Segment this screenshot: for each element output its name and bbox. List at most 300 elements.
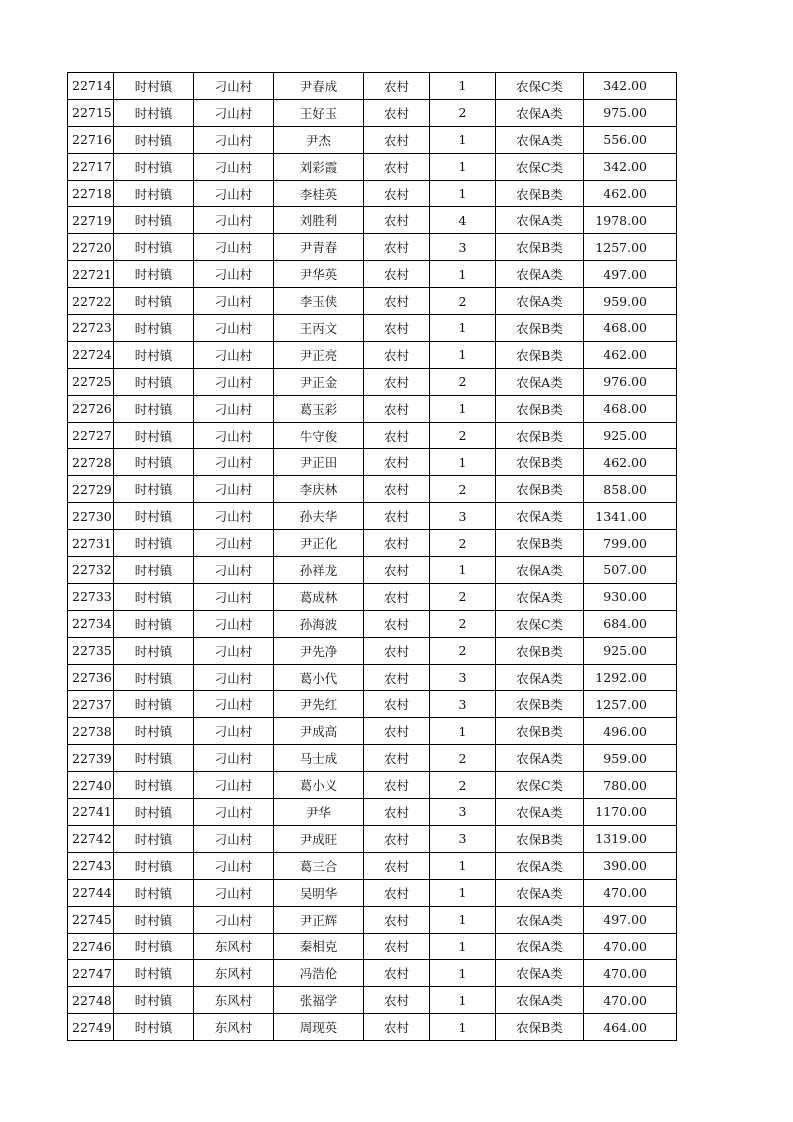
household-size-cell: 1	[430, 1014, 496, 1041]
amount-cell: 462.00	[584, 180, 677, 207]
name-cell: 刘彩霞	[274, 153, 364, 180]
amount-cell: 684.00	[584, 610, 677, 637]
table-row	[68, 906, 677, 933]
household-size-cell: 2	[430, 637, 496, 664]
household-type-cell: 农村	[364, 99, 430, 126]
table-row	[68, 852, 677, 879]
household-type-cell: 农村	[364, 745, 430, 772]
name-cell: 尹春成	[274, 73, 364, 100]
name-cell: 王好玉	[274, 99, 364, 126]
name-cell: 张福学	[274, 987, 364, 1014]
household-size-cell: 4	[430, 207, 496, 234]
town-cell: 时村镇	[114, 583, 194, 610]
name-cell: 秦相克	[274, 933, 364, 960]
table-row	[68, 315, 677, 342]
town-cell: 时村镇	[114, 73, 194, 100]
village-cell: 刁山村	[194, 153, 274, 180]
name-cell: 周现英	[274, 1014, 364, 1041]
table-row	[68, 422, 677, 449]
table-row	[68, 879, 677, 906]
table-row	[68, 288, 677, 315]
amount-cell: 470.00	[584, 987, 677, 1014]
town-cell: 时村镇	[114, 530, 194, 557]
record-id-cell: 22748	[68, 987, 114, 1014]
household-type-cell: 农村	[364, 180, 430, 207]
household-type-cell: 农村	[364, 126, 430, 153]
name-cell: 李玉侠	[274, 288, 364, 315]
name-cell: 王丙文	[274, 315, 364, 342]
household-type-cell: 农村	[364, 825, 430, 852]
household-size-cell: 3	[430, 691, 496, 718]
insurance-category-cell: 农保A类	[496, 583, 584, 610]
town-cell: 时村镇	[114, 664, 194, 691]
table-row	[68, 933, 677, 960]
household-size-cell: 1	[430, 180, 496, 207]
amount-cell: 925.00	[584, 637, 677, 664]
insurance-category-cell: 农保B类	[496, 395, 584, 422]
town-cell: 时村镇	[114, 180, 194, 207]
town-cell: 时村镇	[114, 825, 194, 852]
insurance-category-cell: 农保A类	[496, 288, 584, 315]
insurance-category-cell: 农保C类	[496, 73, 584, 100]
amount-cell: 470.00	[584, 879, 677, 906]
amount-cell: 496.00	[584, 718, 677, 745]
insurance-category-cell: 农保C类	[496, 153, 584, 180]
amount-cell: 1257.00	[584, 691, 677, 718]
town-cell: 时村镇	[114, 906, 194, 933]
household-type-cell: 农村	[364, 583, 430, 610]
insurance-category-cell: 农保B类	[496, 449, 584, 476]
village-cell: 刁山村	[194, 610, 274, 637]
insurance-category-cell: 农保A类	[496, 503, 584, 530]
name-cell: 尹成旺	[274, 825, 364, 852]
record-id-cell: 22731	[68, 530, 114, 557]
name-cell: 孙祥龙	[274, 557, 364, 584]
amount-cell: 1170.00	[584, 799, 677, 826]
insurance-category-cell: 农保A类	[496, 557, 584, 584]
name-cell: 尹正亮	[274, 341, 364, 368]
insurance-category-cell: 农保A类	[496, 879, 584, 906]
record-id-cell: 22747	[68, 960, 114, 987]
town-cell: 时村镇	[114, 503, 194, 530]
town-cell: 时村镇	[114, 207, 194, 234]
table-row	[68, 1014, 677, 1041]
village-cell: 刁山村	[194, 503, 274, 530]
record-id-cell: 22727	[68, 422, 114, 449]
village-cell: 东风村	[194, 960, 274, 987]
insurance-category-cell: 农保B类	[496, 718, 584, 745]
village-cell: 刁山村	[194, 126, 274, 153]
name-cell: 葛成林	[274, 583, 364, 610]
household-size-cell: 1	[430, 718, 496, 745]
household-type-cell: 农村	[364, 772, 430, 799]
household-size-cell: 2	[430, 368, 496, 395]
table-row	[68, 691, 677, 718]
amount-cell: 930.00	[584, 583, 677, 610]
record-id-cell: 22739	[68, 745, 114, 772]
insurance-category-cell: 农保A类	[496, 933, 584, 960]
name-cell: 牛守俊	[274, 422, 364, 449]
household-size-cell: 1	[430, 73, 496, 100]
amount-cell: 1341.00	[584, 503, 677, 530]
town-cell: 时村镇	[114, 126, 194, 153]
name-cell: 尹先净	[274, 637, 364, 664]
town-cell: 时村镇	[114, 395, 194, 422]
household-type-cell: 农村	[364, 664, 430, 691]
table-row	[68, 503, 677, 530]
name-cell: 李庆林	[274, 476, 364, 503]
insurance-category-cell: 农保A类	[496, 960, 584, 987]
village-cell: 东风村	[194, 1014, 274, 1041]
household-size-cell: 2	[430, 422, 496, 449]
town-cell: 时村镇	[114, 261, 194, 288]
household-size-cell: 2	[430, 99, 496, 126]
table-row	[68, 583, 677, 610]
village-cell: 刁山村	[194, 664, 274, 691]
records-table	[67, 72, 677, 1041]
village-cell: 刁山村	[194, 879, 274, 906]
table-row	[68, 960, 677, 987]
record-id-cell: 22741	[68, 799, 114, 826]
village-cell: 刁山村	[194, 557, 274, 584]
household-type-cell: 农村	[364, 503, 430, 530]
record-id-cell: 22721	[68, 261, 114, 288]
record-id-cell: 22745	[68, 906, 114, 933]
table-row	[68, 610, 677, 637]
name-cell: 尹正辉	[274, 906, 364, 933]
village-cell: 刁山村	[194, 99, 274, 126]
village-cell: 刁山村	[194, 73, 274, 100]
household-type-cell: 农村	[364, 691, 430, 718]
household-type-cell: 农村	[364, 530, 430, 557]
record-id-cell: 22723	[68, 315, 114, 342]
table-body	[68, 73, 677, 1041]
amount-cell: 342.00	[584, 153, 677, 180]
table-row	[68, 745, 677, 772]
household-size-cell: 2	[430, 530, 496, 557]
household-type-cell: 农村	[364, 557, 430, 584]
town-cell: 时村镇	[114, 557, 194, 584]
village-cell: 刁山村	[194, 261, 274, 288]
town-cell: 时村镇	[114, 288, 194, 315]
record-id-cell: 22744	[68, 879, 114, 906]
amount-cell: 1978.00	[584, 207, 677, 234]
insurance-category-cell: 农保B类	[496, 825, 584, 852]
name-cell: 尹正化	[274, 530, 364, 557]
household-type-cell: 农村	[364, 852, 430, 879]
amount-cell: 976.00	[584, 368, 677, 395]
record-id-cell: 22725	[68, 368, 114, 395]
village-cell: 刁山村	[194, 395, 274, 422]
town-cell: 时村镇	[114, 745, 194, 772]
amount-cell: 470.00	[584, 933, 677, 960]
household-size-cell: 1	[430, 557, 496, 584]
amount-cell: 925.00	[584, 422, 677, 449]
insurance-category-cell: 农保A类	[496, 207, 584, 234]
amount-cell: 497.00	[584, 906, 677, 933]
table-row	[68, 637, 677, 664]
household-type-cell: 农村	[364, 288, 430, 315]
table-row	[68, 395, 677, 422]
household-size-cell: 1	[430, 449, 496, 476]
household-type-cell: 农村	[364, 987, 430, 1014]
amount-cell: 462.00	[584, 341, 677, 368]
town-cell: 时村镇	[114, 933, 194, 960]
household-size-cell: 1	[430, 852, 496, 879]
table-row	[68, 73, 677, 100]
name-cell: 尹华	[274, 799, 364, 826]
record-id-cell: 22740	[68, 772, 114, 799]
town-cell: 时村镇	[114, 610, 194, 637]
village-cell: 刁山村	[194, 772, 274, 799]
table-row	[68, 153, 677, 180]
town-cell: 时村镇	[114, 234, 194, 261]
table-row	[68, 772, 677, 799]
household-type-cell: 农村	[364, 234, 430, 261]
town-cell: 时村镇	[114, 772, 194, 799]
town-cell: 时村镇	[114, 449, 194, 476]
record-id-cell: 22720	[68, 234, 114, 261]
insurance-category-cell: 农保B类	[496, 476, 584, 503]
village-cell: 刁山村	[194, 341, 274, 368]
table-row	[68, 234, 677, 261]
name-cell: 孙夫华	[274, 503, 364, 530]
household-size-cell: 1	[430, 153, 496, 180]
insurance-category-cell: 农保B类	[496, 637, 584, 664]
record-id-cell: 22734	[68, 610, 114, 637]
household-size-cell: 2	[430, 610, 496, 637]
insurance-category-cell: 农保C类	[496, 772, 584, 799]
household-size-cell: 3	[430, 825, 496, 852]
household-size-cell: 2	[430, 288, 496, 315]
household-size-cell: 3	[430, 799, 496, 826]
household-size-cell: 1	[430, 987, 496, 1014]
amount-cell: 342.00	[584, 73, 677, 100]
village-cell: 刁山村	[194, 315, 274, 342]
town-cell: 时村镇	[114, 315, 194, 342]
village-cell: 刁山村	[194, 745, 274, 772]
amount-cell: 959.00	[584, 288, 677, 315]
insurance-category-cell: 农保B类	[496, 315, 584, 342]
village-cell: 刁山村	[194, 288, 274, 315]
insurance-category-cell: 农保A类	[496, 745, 584, 772]
household-size-cell: 1	[430, 879, 496, 906]
record-id-cell: 22717	[68, 153, 114, 180]
insurance-category-cell: 农保A类	[496, 852, 584, 879]
household-size-cell: 1	[430, 341, 496, 368]
name-cell: 冯浩伦	[274, 960, 364, 987]
household-type-cell: 农村	[364, 933, 430, 960]
record-id-cell: 22724	[68, 341, 114, 368]
insurance-category-cell: 农保B类	[496, 180, 584, 207]
name-cell: 尹正金	[274, 368, 364, 395]
household-type-cell: 农村	[364, 207, 430, 234]
town-cell: 时村镇	[114, 718, 194, 745]
town-cell: 时村镇	[114, 987, 194, 1014]
amount-cell: 1257.00	[584, 234, 677, 261]
household-size-cell: 1	[430, 261, 496, 288]
household-type-cell: 农村	[364, 1014, 430, 1041]
household-size-cell: 1	[430, 933, 496, 960]
name-cell: 葛玉彩	[274, 395, 364, 422]
household-type-cell: 农村	[364, 718, 430, 745]
record-id-cell: 22716	[68, 126, 114, 153]
village-cell: 刁山村	[194, 449, 274, 476]
table-row	[68, 99, 677, 126]
record-id-cell: 22730	[68, 503, 114, 530]
town-cell: 时村镇	[114, 691, 194, 718]
table-row	[68, 557, 677, 584]
insurance-category-cell: 农保A类	[496, 99, 584, 126]
town-cell: 时村镇	[114, 368, 194, 395]
record-id-cell: 22732	[68, 557, 114, 584]
household-size-cell: 1	[430, 315, 496, 342]
insurance-category-cell: 农保B类	[496, 341, 584, 368]
household-size-cell: 1	[430, 395, 496, 422]
name-cell: 葛三合	[274, 852, 364, 879]
amount-cell: 507.00	[584, 557, 677, 584]
household-size-cell: 1	[430, 906, 496, 933]
town-cell: 时村镇	[114, 99, 194, 126]
insurance-category-cell: 农保B类	[496, 234, 584, 261]
record-id-cell: 22719	[68, 207, 114, 234]
table-row	[68, 718, 677, 745]
village-cell: 刁山村	[194, 422, 274, 449]
village-cell: 刁山村	[194, 476, 274, 503]
table-row	[68, 180, 677, 207]
record-id-cell: 22746	[68, 933, 114, 960]
town-cell: 时村镇	[114, 799, 194, 826]
household-size-cell: 1	[430, 960, 496, 987]
insurance-category-cell: 农保B类	[496, 530, 584, 557]
household-size-cell: 3	[430, 664, 496, 691]
insurance-category-cell: 农保A类	[496, 261, 584, 288]
table-row	[68, 987, 677, 1014]
household-type-cell: 农村	[364, 261, 430, 288]
name-cell: 尹先红	[274, 691, 364, 718]
record-id-cell: 22728	[68, 449, 114, 476]
insurance-category-cell: 农保B类	[496, 691, 584, 718]
amount-cell: 799.00	[584, 530, 677, 557]
record-id-cell: 22743	[68, 852, 114, 879]
table-row	[68, 799, 677, 826]
amount-cell: 464.00	[584, 1014, 677, 1041]
village-cell: 刁山村	[194, 906, 274, 933]
household-size-cell: 2	[430, 476, 496, 503]
village-cell: 东风村	[194, 987, 274, 1014]
name-cell: 尹青春	[274, 234, 364, 261]
name-cell: 马士成	[274, 745, 364, 772]
table-row	[68, 449, 677, 476]
household-type-cell: 农村	[364, 906, 430, 933]
town-cell: 时村镇	[114, 879, 194, 906]
name-cell: 葛小义	[274, 772, 364, 799]
household-type-cell: 农村	[364, 449, 430, 476]
amount-cell: 1319.00	[584, 825, 677, 852]
village-cell: 刁山村	[194, 368, 274, 395]
household-type-cell: 农村	[364, 341, 430, 368]
town-cell: 时村镇	[114, 1014, 194, 1041]
amount-cell: 858.00	[584, 476, 677, 503]
name-cell: 尹华英	[274, 261, 364, 288]
household-size-cell: 1	[430, 126, 496, 153]
table-row	[68, 530, 677, 557]
town-cell: 时村镇	[114, 422, 194, 449]
village-cell: 刁山村	[194, 799, 274, 826]
household-type-cell: 农村	[364, 368, 430, 395]
table-row	[68, 825, 677, 852]
insurance-category-cell: 农保A类	[496, 987, 584, 1014]
town-cell: 时村镇	[114, 153, 194, 180]
amount-cell: 468.00	[584, 315, 677, 342]
record-id-cell: 22718	[68, 180, 114, 207]
household-size-cell: 2	[430, 745, 496, 772]
table-row	[68, 664, 677, 691]
insurance-category-cell: 农保A类	[496, 799, 584, 826]
insurance-category-cell: 农保C类	[496, 610, 584, 637]
household-type-cell: 农村	[364, 799, 430, 826]
household-type-cell: 农村	[364, 153, 430, 180]
village-cell: 刁山村	[194, 234, 274, 261]
record-id-cell: 22715	[68, 99, 114, 126]
village-cell: 刁山村	[194, 852, 274, 879]
household-size-cell: 2	[430, 772, 496, 799]
insurance-category-cell: 农保B类	[496, 422, 584, 449]
insurance-category-cell: 农保A类	[496, 906, 584, 933]
record-id-cell: 22714	[68, 73, 114, 100]
record-id-cell: 22742	[68, 825, 114, 852]
household-type-cell: 农村	[364, 637, 430, 664]
village-cell: 刁山村	[194, 825, 274, 852]
village-cell: 刁山村	[194, 207, 274, 234]
record-id-cell: 22738	[68, 718, 114, 745]
table-row	[68, 126, 677, 153]
household-type-cell: 农村	[364, 960, 430, 987]
household-type-cell: 农村	[364, 422, 430, 449]
household-size-cell: 2	[430, 583, 496, 610]
amount-cell: 556.00	[584, 126, 677, 153]
record-id-cell: 22749	[68, 1014, 114, 1041]
amount-cell: 390.00	[584, 852, 677, 879]
amount-cell: 959.00	[584, 745, 677, 772]
name-cell: 刘胜利	[274, 207, 364, 234]
household-type-cell: 农村	[364, 315, 430, 342]
name-cell: 吴明华	[274, 879, 364, 906]
table-row	[68, 261, 677, 288]
town-cell: 时村镇	[114, 960, 194, 987]
household-type-cell: 农村	[364, 610, 430, 637]
village-cell: 东风村	[194, 933, 274, 960]
household-type-cell: 农村	[364, 476, 430, 503]
village-cell: 刁山村	[194, 583, 274, 610]
insurance-category-cell: 农保B类	[496, 1014, 584, 1041]
name-cell: 孙海波	[274, 610, 364, 637]
village-cell: 刁山村	[194, 180, 274, 207]
name-cell: 李桂英	[274, 180, 364, 207]
record-id-cell: 22726	[68, 395, 114, 422]
name-cell: 尹杰	[274, 126, 364, 153]
town-cell: 时村镇	[114, 476, 194, 503]
insurance-category-cell: 农保A类	[496, 664, 584, 691]
amount-cell: 470.00	[584, 960, 677, 987]
name-cell: 葛小代	[274, 664, 364, 691]
record-id-cell: 22733	[68, 583, 114, 610]
village-cell: 刁山村	[194, 530, 274, 557]
amount-cell: 780.00	[584, 772, 677, 799]
record-id-cell: 22736	[68, 664, 114, 691]
amount-cell: 1292.00	[584, 664, 677, 691]
household-type-cell: 农村	[364, 395, 430, 422]
